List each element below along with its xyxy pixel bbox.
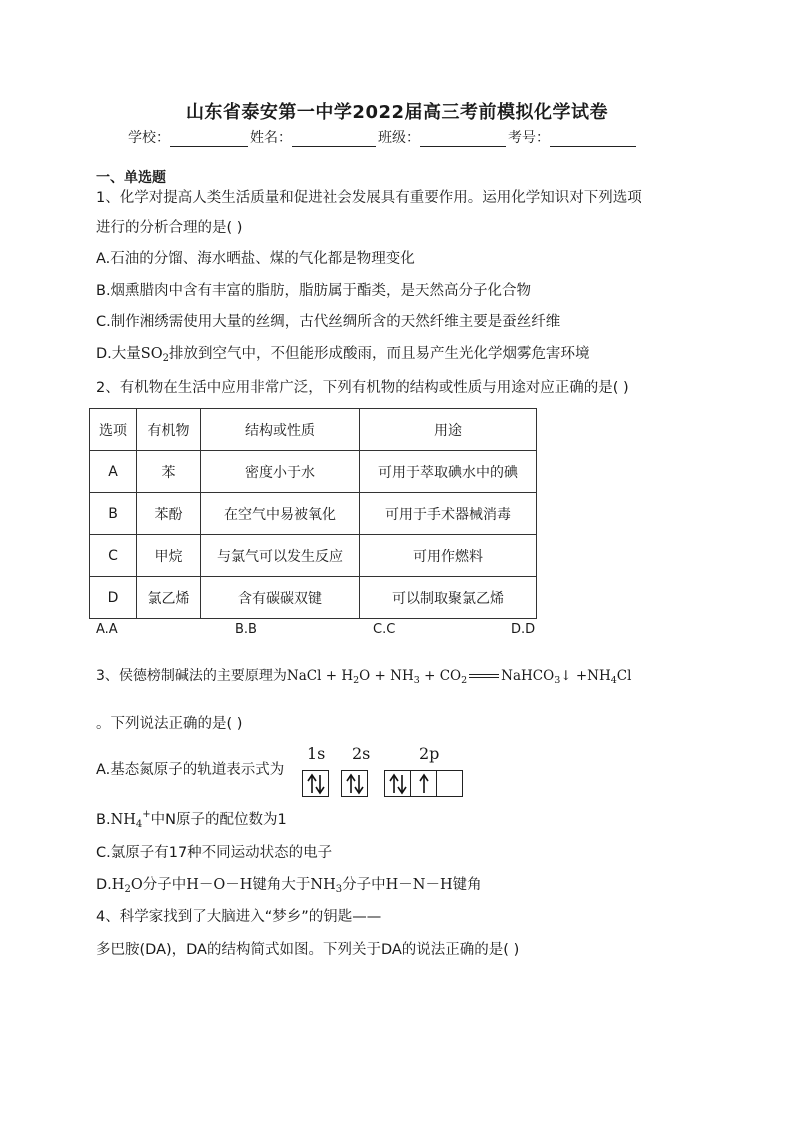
- ammonium-formula: [110, 809, 151, 830]
- reactant-ammonia: NH: [390, 668, 414, 684]
- subscript: 2: [353, 675, 360, 686]
- ammonia-symbol: NH: [310, 877, 336, 893]
- product-nh4cl: NH: [587, 668, 611, 684]
- q3-option-b-prefix: B.: [96, 812, 111, 828]
- q3-option-d-text: 分子中: [342, 877, 386, 893]
- orbital-box-paired: [384, 770, 411, 797]
- q1-stem-line2: 进行的分析合理的是( ): [96, 220, 243, 236]
- hoh-bond: H－O－H: [186, 877, 253, 893]
- table-header-row: [90, 409, 537, 451]
- plus-sign: +: [575, 668, 588, 684]
- ammonium-symbol: NH: [110, 812, 136, 828]
- orbital-label-2p: 2p: [419, 744, 440, 763]
- table-header-cell: 有机物: [137, 409, 201, 451]
- subscript: 2: [461, 675, 468, 686]
- table-cell: 含有碳碳双键: [201, 577, 360, 619]
- table-cell: 甲烷: [137, 535, 201, 577]
- product-chloride: Cl: [616, 668, 632, 684]
- q3-option-d: [96, 875, 482, 895]
- ammonia-subscript: 3: [335, 884, 343, 895]
- q3-option-d-text: 键角大于: [252, 877, 311, 893]
- q3-option-d-prefix: D.: [96, 877, 112, 893]
- table-cell: 苯酚: [137, 493, 201, 535]
- q3-option-c: C.氯原子有17种不同运动状态的电子: [96, 845, 333, 861]
- subscript: 4: [610, 675, 617, 686]
- table-cell: 氯乙烯: [137, 577, 201, 619]
- table-cell: D: [90, 577, 137, 619]
- student-info-line: [128, 127, 638, 147]
- name-blank[interactable]: [292, 131, 376, 147]
- school-label: 学校：: [128, 130, 170, 146]
- hnh-bond: H－N－H: [385, 877, 453, 893]
- so2-formula: [141, 346, 169, 362]
- water-o: O: [130, 877, 143, 893]
- table-cell: 可用于手术器械消毒: [360, 493, 537, 535]
- ammonium-subscript: 4: [135, 819, 143, 830]
- orbital-1s: [302, 770, 329, 797]
- reactant-water-o: O: [359, 668, 371, 684]
- orbital-box-single: [410, 770, 437, 797]
- table-row: [90, 577, 537, 619]
- q3-option-d-text: 分子中: [142, 877, 187, 893]
- q1-stem-line1: 1、化学对提高人类生活质量和促进社会发展具有重要作用。运用化学知识对下列选项: [96, 190, 642, 206]
- product-nahco3: NaHCO: [501, 668, 555, 684]
- paired-spin-icon: [305, 773, 327, 795]
- ammonium-charge: +: [142, 809, 151, 820]
- school-blank[interactable]: [170, 131, 248, 147]
- orbital-label-1s: 1s: [307, 744, 326, 763]
- orbital-2s: [341, 770, 368, 797]
- orbital-label-2s: 2s: [352, 744, 371, 763]
- q4-stem-line2: 多巴胺(DA)，DA的结构简式如图。下列关于DA的说法正确的是( ): [96, 942, 520, 958]
- table-header-cell: 选项: [90, 409, 137, 451]
- q3-option-b: [96, 810, 287, 830]
- q2-choice-b[interactable]: B.B: [235, 622, 257, 637]
- table-row: [90, 451, 537, 493]
- table-cell: A: [90, 451, 137, 493]
- name-label: 姓名：: [250, 130, 292, 146]
- paired-spin-icon: [387, 773, 409, 795]
- exam-title: 山东省泰安第一中学2022届高三考前模拟化学试卷: [185, 102, 609, 123]
- so2-symbol: SO: [140, 346, 163, 362]
- exam-number-blank[interactable]: [550, 131, 636, 147]
- q2-choice-d[interactable]: D.D: [511, 622, 536, 637]
- equals-arrow: [467, 673, 501, 681]
- table-row: [90, 493, 537, 535]
- class-label: 班级：: [378, 130, 420, 146]
- table-cell: 可用作燃料: [360, 535, 537, 577]
- paired-spin-icon: [344, 773, 366, 795]
- precipitate-arrow-icon: ↓: [560, 668, 572, 684]
- plus-sign: +: [325, 668, 338, 684]
- orbital-box-empty: [436, 770, 463, 797]
- q1-option-d-prefix: D.大量: [96, 346, 141, 362]
- exam-number-label: 考号：: [508, 130, 550, 146]
- q3-option-d-text: 键角: [452, 877, 482, 893]
- subscript: 3: [413, 675, 420, 686]
- table-cell: 可以制取聚氯乙烯: [360, 577, 537, 619]
- q1-option-b: B.烟熏腊肉中含有丰富的脂肪，脂肪属于酯类，是天然高分子化合物: [96, 283, 532, 299]
- q3-stem: [96, 665, 631, 685]
- q3-option-b-text: 中N原子的配位数为1: [150, 812, 287, 828]
- table-cell: 可用于萃取碘水中的碘: [360, 451, 537, 493]
- table-row: [90, 535, 537, 577]
- q2-table: [89, 408, 537, 619]
- table-cell: 在空气中易被氧化: [201, 493, 360, 535]
- q1-option-a: A.石油的分馏、海水晒盐、煤的气化都是物理变化: [96, 251, 415, 267]
- q3-option-a: A.基态氮原子的轨道表示式为: [96, 762, 285, 778]
- orbital-2p: [384, 770, 463, 797]
- so2-subscript: 2: [162, 353, 169, 364]
- q2-stem: 2、有机物在生活中应用非常广泛，下列有机物的结构或性质与用途对应正确的是( ): [96, 380, 629, 396]
- orbital-box-paired: [302, 770, 329, 797]
- table-cell: 苯: [137, 451, 201, 493]
- water-formula: [112, 877, 143, 893]
- water-subscript: 2: [124, 884, 131, 895]
- orbital-box-paired: [341, 770, 368, 797]
- water-h: H: [111, 877, 125, 893]
- table-cell: 密度小于水: [201, 451, 360, 493]
- plus-sign: +: [374, 668, 386, 684]
- ammonia-formula: [310, 877, 342, 893]
- q1-option-c: C.制作湘绣需使用大量的丝绸，古代丝绸所含的天然纤维主要是蚕丝纤维: [96, 314, 561, 330]
- spin-up-icon: [413, 773, 435, 795]
- q1-option-d: [96, 344, 589, 364]
- q3-stem-line2: 。下列说法正确的是( ): [96, 716, 243, 732]
- subscript: 3: [554, 675, 561, 686]
- reactant-nacl: NaCl: [286, 668, 322, 684]
- table-header-cell: 结构或性质: [201, 409, 360, 451]
- reaction-equation: [287, 668, 632, 684]
- q1-option-d-text: 排放到空气中，不但能形成酸雨，而且易产生光化学烟雾危害环境: [168, 346, 590, 362]
- plus-sign: +: [424, 668, 436, 684]
- q2-choice-c[interactable]: C.C: [373, 622, 396, 637]
- q4-stem-line1: 4、科学家找到了大脑进入“梦乡”的钥匙——: [96, 909, 382, 925]
- table-cell: C: [90, 535, 137, 577]
- section-title: 一、单选题: [96, 170, 166, 186]
- class-blank[interactable]: [420, 131, 506, 147]
- q2-choice-a[interactable]: A.A: [96, 622, 118, 637]
- reactant-water-h: H: [341, 668, 354, 684]
- table-header-cell: 用途: [360, 409, 537, 451]
- q3-stem-prefix: 3、侯德榜制碱法的主要原理为: [96, 668, 287, 684]
- table-cell: 与氯气可以发生反应: [201, 535, 360, 577]
- table-cell: B: [90, 493, 137, 535]
- reactant-co2: CO: [439, 668, 462, 684]
